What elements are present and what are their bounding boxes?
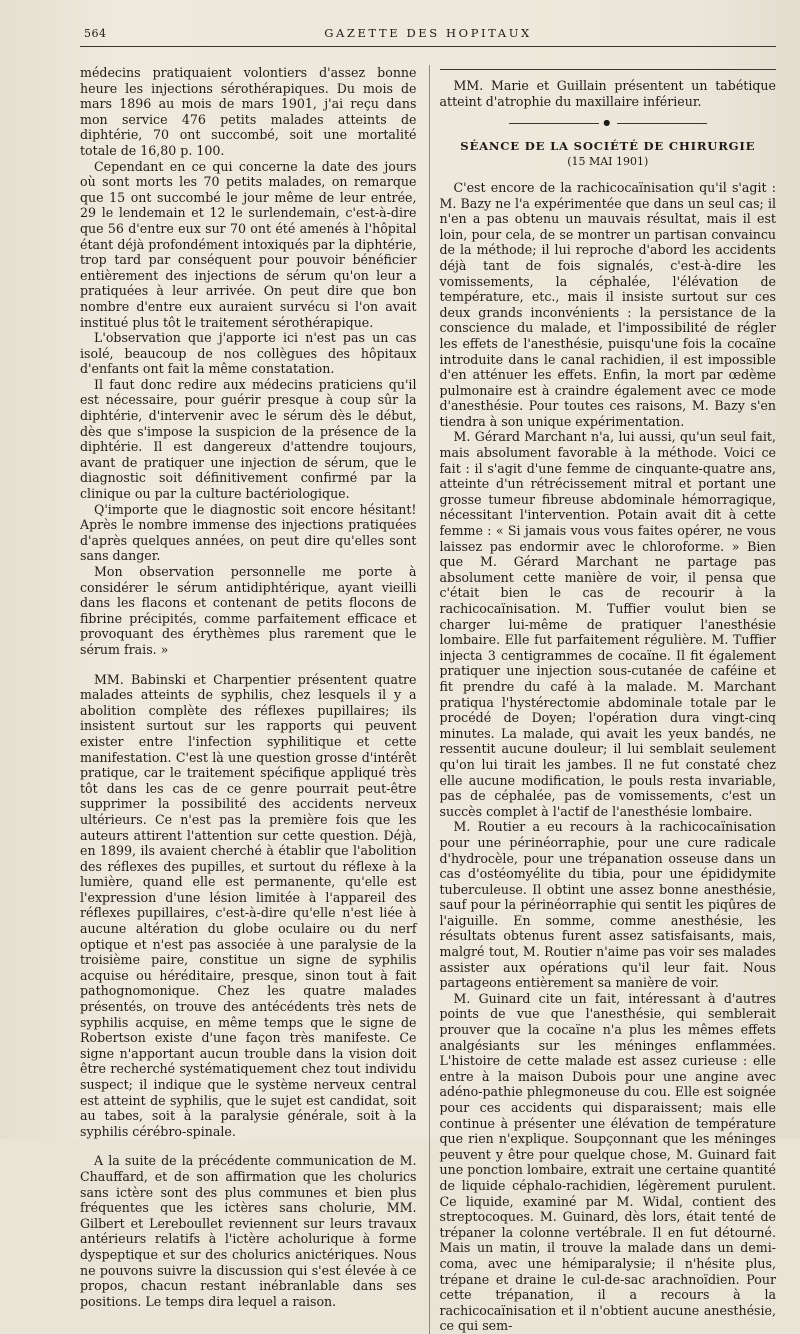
- section-heading: SÉANCE DE LA SOCIÉTÉ DE CHIRURGIE: [460, 138, 756, 153]
- paragraph-marie: MM. Marie et Guillain présentent un tabétique atteint d'atrophie du maxillaire inférieur.: [439, 78, 776, 109]
- paragraph: M. Gérard Marchant n'a, lui aussi, qu'un seul fait, mais absolument favorable à la méthode. Voici ce fait : il s'agit d'une femme de cinquante-quatre ans, atteinte d'un rétrécissement mitral et portant une grosse tumeur fibreuse abdominale hémorragique, nécessitant l'intervention. Potain avait dit à cette femme : « Si jamais vous vous faites opérer, ne vous laissez pas endormir avec le chloroforme. » Bien que M. Gérard Marchant ne partage pas absolument cette manière de voir, il pensa que c'était bien le cas de recourir à la rachicocaïnisation. M. Tuffier voulut bien se charger lui-même de pratiquer l'anesthésie lombaire. Elle fut parfaitement régulière. M. Tuffier injecta 3 centigrammes de cocaïne. Il fit également pratiquer une injection sous-cutanée de caféine et fit prendre du café à la malade. M. Marchant pratiqua l'hystérectomie abdominale totale par le procédé de Doyen; l'opération dura vingt-cinq minutes. La malade, qui avait les yeux bandés, ne ressentit aucune douleur; il lui semblait seulement qu'on lui tirait les jambes. Il ne fut constaté chez elle aucune modification, le pouls resta invariable, pas de céphalée, pas de vomissements, c'est un succès complet à l'actif de l'anesthésie lombaire.: [439, 429, 776, 819]
- paragraph: Mon observation personnelle me porte à considérer le sérum antidiphtérique, ayant vieilli dans les flacons et contenant de petits flocons de fibrine précipités, comme parfaitement efficace et provoquant des érythèmes plus rarement que le sérum frais. »: [80, 564, 417, 657]
- paragraph: médecins pratiquaient volontiers d'assez bonne heure les injections sérothérapiques. Du mois de mars 1896 au mois de mars 1901, j'ai reçu dans mon service 476 petits malades atteints de diphtérie, 70 ont succombé, soit une mortalité totale de 16,80 p. 100.: [80, 65, 417, 158]
- section-date: (15 MAI 1901): [567, 155, 649, 169]
- paragraph: Q'importe que le diagnostic soit encore hésitant! Après le nombre immense des injections pratiquées d'après quelques années, on peut dire qu'elles sont sans danger.: [80, 501, 417, 564]
- left-column: [80, 65, 417, 1334]
- paragraph-babinski: MM. Babinski et Charpentier présentent quatre malades atteints de syphilis, chez lesquels il y a abolition complète des réflexes pupillaires; ils insistent surtout sur les rapports qui peuvent exister entre l'infection syphilitique et cette manifestation. C'est là une question grosse d'intérêt pratique, car le traitement spécifique appliqué très tôt dans les cas de ce genre pourrait peut-être supprimer la possibilité des accidents nerveux ultérieurs. Ce n'est pas la première fois que les auteurs attirent l'attention sur cette question. Déjà, en 1899, ils avaient cherché à établir que l'abolition des réflexes des pupilles, et surtout du réflexe à la lumière, quand elle est permanente, qu'elle est l'expression d'une lésion limitée à l'appareil des réflexes pupillaires, c'est-à-dire qu'elle n'est liée à aucune altération du globe oculaire ou du nerf optique et n'est pas associée à une paralysie de la troisième paire, constitue un signe de syphilis acquise ou héréditaire, presque, sinon tout à fait pathognomonique. Chez les quatre malades présentés, on trouve des antécédents très nets de syphilis acquise, en même temps que le signe de Robertson existe d'une façon très manifeste. Ce signe n'apportant aucun trouble dans la vision doit être recherché systématiquement chez tout individu suspect; il indique que le système nerveux central est atteint de syphilis, que le sujet est candidat, soit au tabes, soit à la paralysie générale, soit à la syphilis cérébro-spinale.: [80, 671, 417, 1139]
- paragraph: L'observation que j'apporte ici n'est pas un cas isolé, beaucoup de nos collègues des hôpitaux d'enfants ont fait la même constatation.: [80, 330, 417, 377]
- paragraph: Il faut donc redire aux médecins praticiens qu'il est nécessaire, pour guérir presque à coup sûr la diphtérie, d'intervenir avec le sérum dès le début, dès que s'impose la suspicion de la présence de la diphtérie. Il est dangereux d'attendre toujours, avant de pratiquer une injection de sérum, que le diagnostic soit définitivement confirmé par la clinique ou par la culture bactériologique.: [80, 376, 417, 502]
- article-columns: [80, 65, 776, 1334]
- right-column: [429, 65, 777, 1334]
- separator-ornament: ●: [440, 115, 777, 131]
- journal-title: GAZETTE DES HOPITAUX: [324, 26, 532, 40]
- paragraph: C'est encore de la rachicocaïnisation qu'il s'agit : M. Bazy ne l'a expérimentée que dans un seul cas; il n'en a pas obtenu un mauvais résultat, mais il est loin, pour cela, de se montrer un partisan convaincu de la méthode; il lui reproche d'abord les accidents déjà tant de fois signalés, c'est-à-dire les vomissements, la céphalée, l'élévation de température, etc., mais il insiste surtout sur ces deux grands inconvénients : la persistance de la conscience du malade, et l'impossibilité de régler les effets de l'anesthésie, puisqu'une fois la cocaïne introduite dans le canal rachidien, il est impossible d'en atténuer les effets. Enfin, la mort par œdème pulmonaire est à craindre également avec ce mode d'anesthésie. Pour toutes ces raisons, M. Bazy s'en tiendra à son unique expérimentation.: [439, 179, 776, 429]
- paragraph-chauffard: A la suite de la précédente communication de M. Chauffard, et de son affirmation que les cholurics sans ictère sont des plus communes et bien plus fréquentes que les ictères sans cholurie, MM. Gilbert et Lereboullet reviennent sur leurs travaux antérieurs relatifs à l'ictère acholurique à forme dyspeptique et sur des cholurics anictériques. Nous ne pouvons suivre la discussion qui s'est élevée à ce propos, chacun restant inébranlable dans ses positions. Le temps dira lequel a raison.: [80, 1153, 417, 1309]
- paragraph: M. Guinard cite un fait, intéressant à d'autres points de vue que l'anesthésie, qui semblerait prouver que la cocaïne n'a plus les mêmes effets analgésiants sur les méninges enflammées. L'histoire de cette malade est assez curieuse : elle entre à la maison Dubois pour une angine avec adéno-pathie phlegmoneuse du cou. Elle est soignée pour ces accidents qui disparaissent; mais elle continue à présenter une élévation de température que rien n'explique. Soupçonnant que les méninges peuvent y être pour quelque chose, M. Guinard fait une ponction lombaire, extrait une certaine quantité de liquide céphalo-rachidien, légèrement purulent. Ce liquide, examiné par M. Widal, contient des streptocoques. M. Guinard, dès lors, était tenté de trépaner la colonne vertébrale. Il en fut détourné. Mais un matin, il trouve la malade dans un demi-coma, avec une hémiparalysie; il n'hésite plus, trépane et draine le cul-de-sac arachnoïdien. Pour cette trépanation, il a recours à la rachicocaïnisation et il n'obtient aucune anesthésie, ce qui sem-: [439, 990, 776, 1334]
- paragraph: Cependant en ce qui concerne la date des jours où sont morts les 70 petits malades, on remarque que 15 ont succombé le jour même de leur entrée, 29 le lendemain et 12 le surlendemain, c'est-à-dire que 56 d'entre eux sur 70 ont été amenés à l'hôpital étant déjà profondément intoxiqués par la diphtérie, trop tard par conséquent pour pouvoir bénéficier entièrement des injections de sérum qu'on leur a pratiquées à leur arrivée. On peut dire que bon nombre d'entre eux auraient survécu si l'on avait institué plus tôt le traitement sérothérapique.: [80, 158, 417, 330]
- column-rule: [440, 69, 777, 70]
- paragraph: M. Routier a eu recours à la rachicocaïnisation pour une périnéorraphie, pour une cure radicale d'hydrocèle, pour une trépanation osseuse dans un cas d'ostéomyélite du tibia, pour une épididymite tuberculeuse. Il obtint une assez bonne anesthésie, sauf pour la périnéorraphie qui sentit les piqûres de l'aiguille. En somme, comme anesthésie, les résultats obtenus furent assez satisfaisants, mais, malgré tout, M. Routier n'aime pas voir ses malades assister aux opérations qu'il leur fait. Nous partageons entièrement sa manière de voir.: [439, 819, 776, 991]
- page-number: 564: [84, 27, 107, 40]
- page-header: [80, 0, 776, 47]
